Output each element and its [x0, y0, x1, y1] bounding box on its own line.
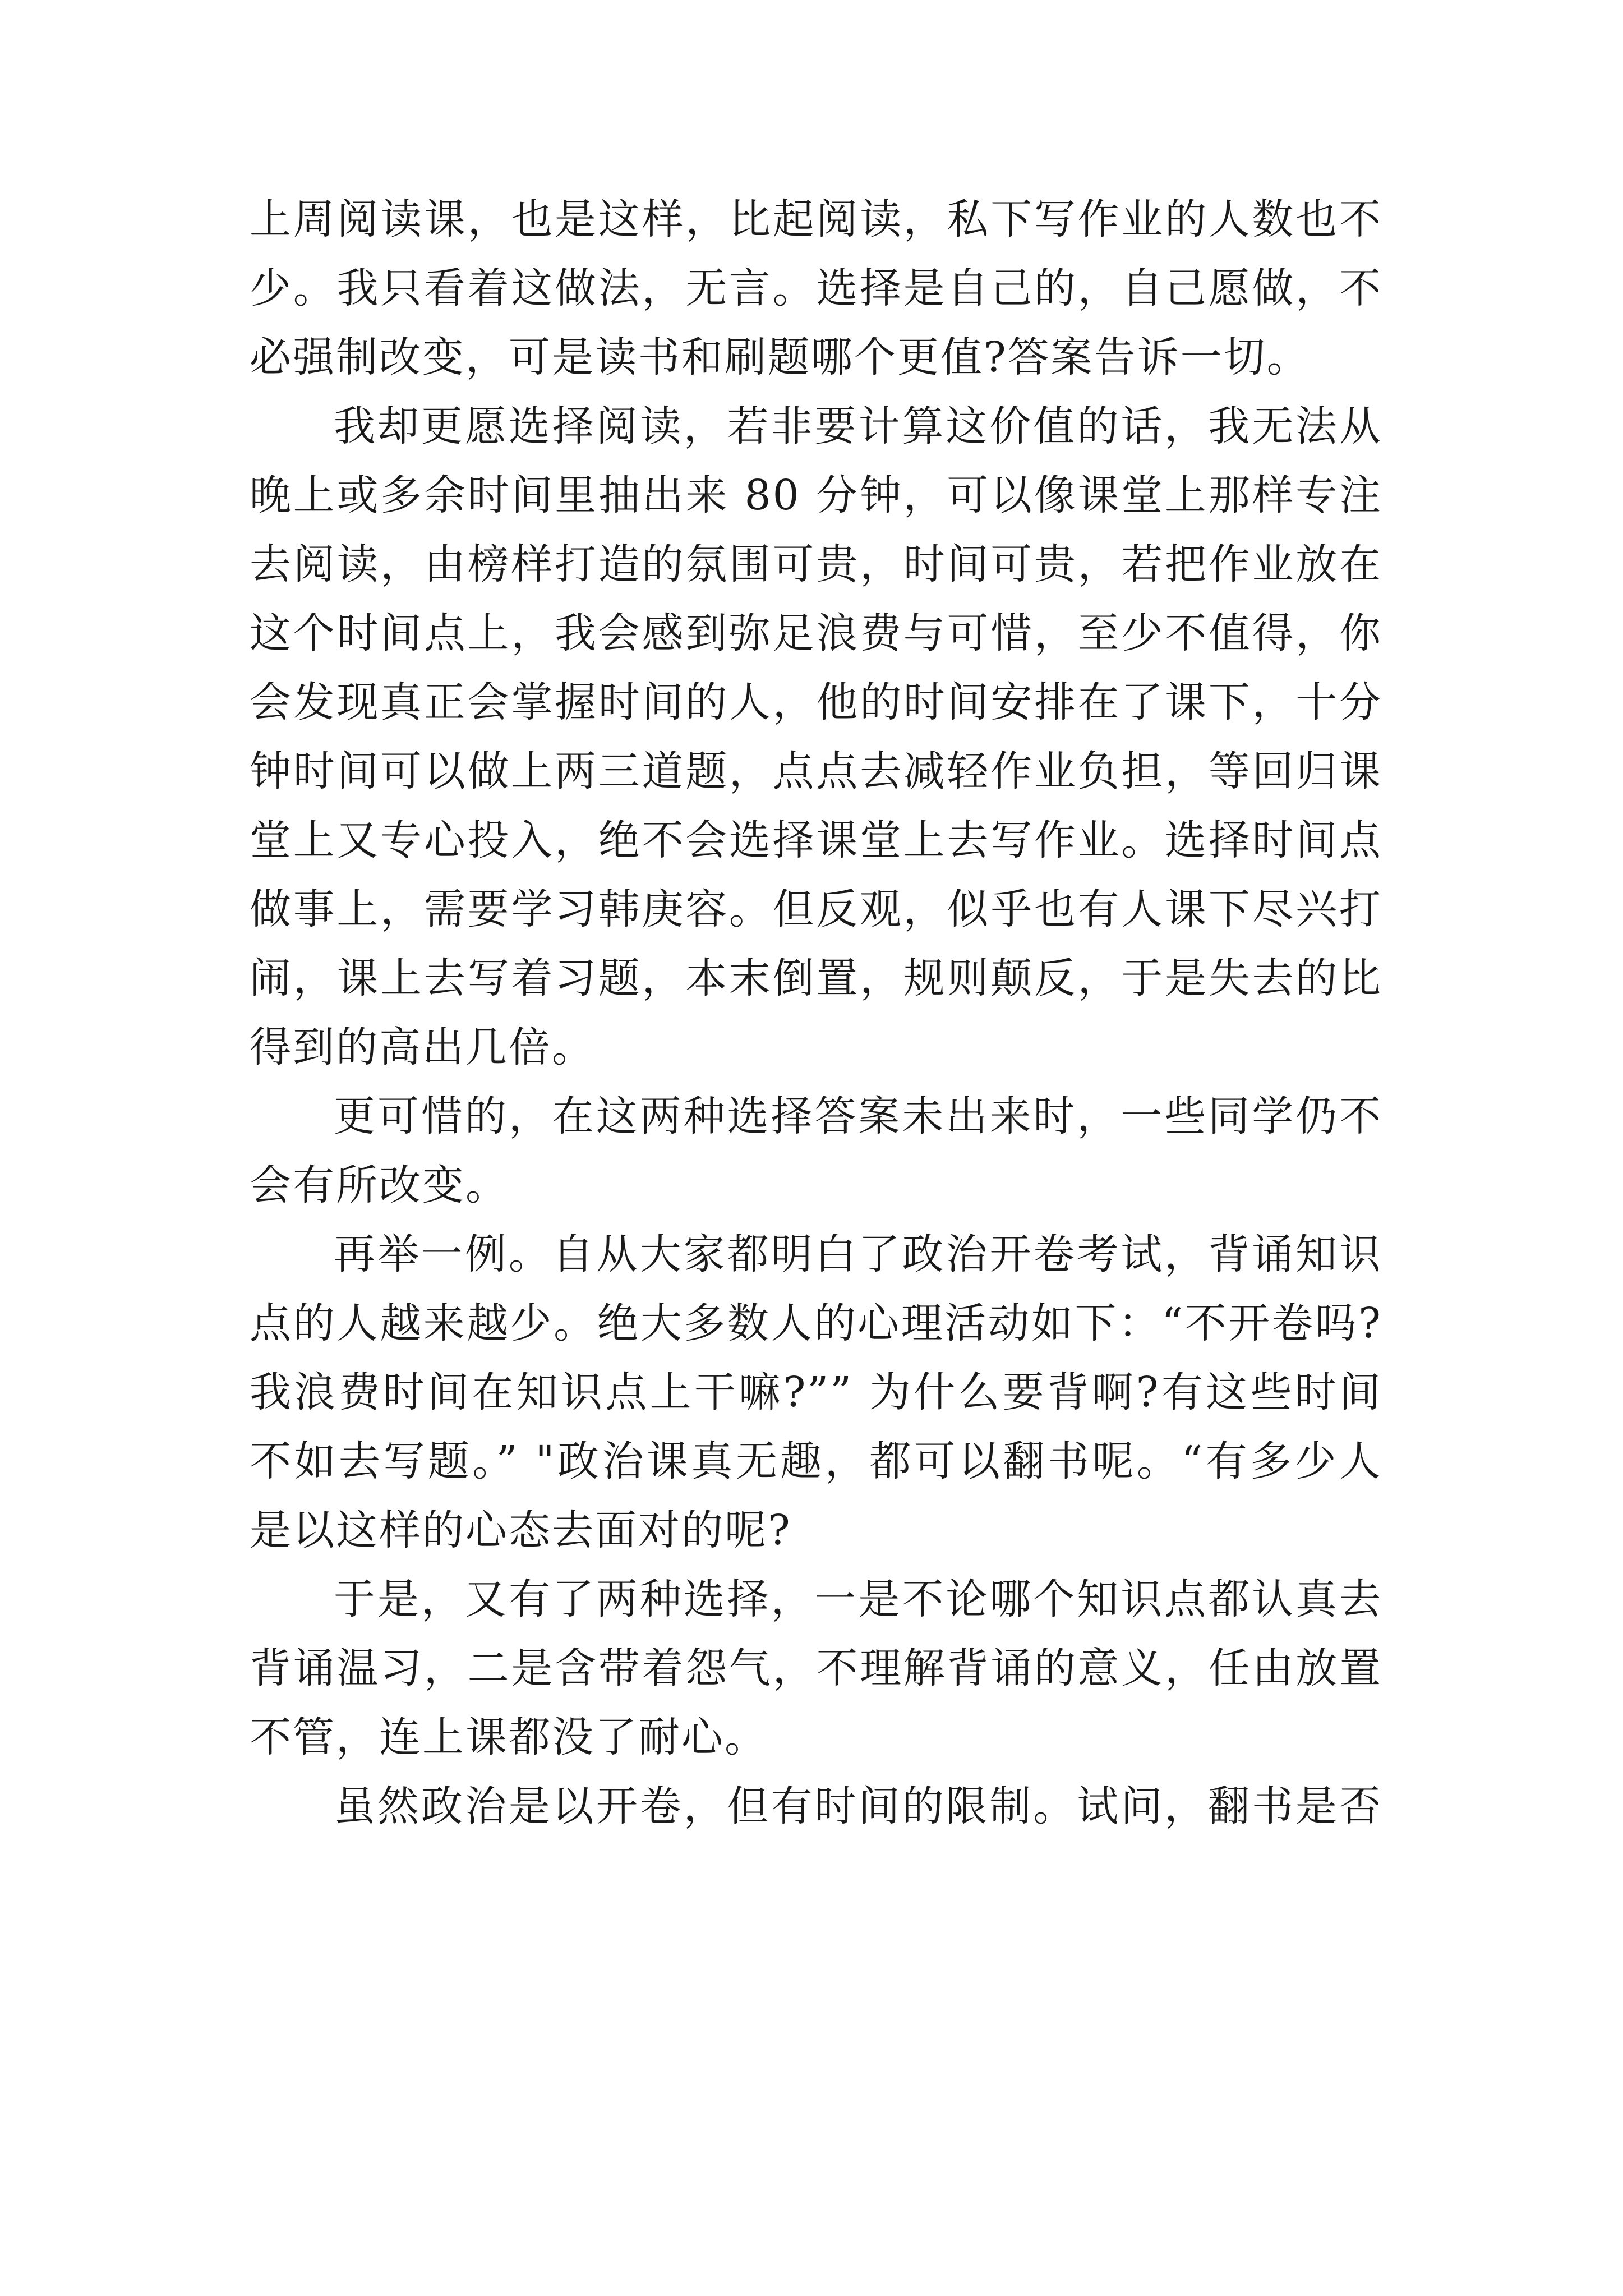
body-text: [250, 185, 1382, 1841]
text-line: 这个时间点上，我会感到弥足浪费与可惜，至少不值得，你: [250, 609, 1382, 657]
text-line: 背诵温习，二是含带着怨气，不理解背诵的意义，任由放置: [250, 1644, 1382, 1692]
paragraph-first-line: 虽然政治是以开卷，但有时间的限制。试问，翻书是否: [334, 1782, 1382, 1830]
paragraph-first-line: 我却更愿选择阅读，若非要计算这价值的话，我无法从: [334, 402, 1382, 450]
text-line: 我浪费时间在知识点上干嘛?”” 为什么要背啊?有这些时间: [250, 1368, 1382, 1416]
text-line: 钟时间可以做上两三道题，点点去减轻作业负担，等回归课: [250, 747, 1382, 795]
text-line: 是以这样的心态去面对的呢?: [250, 1506, 792, 1554]
text-line: 晚上或多余时间里抽出来 80 分钟，可以像课堂上那样专注: [250, 471, 1382, 519]
text-line: 点的人越来越少。绝大多数人的心理活动如下：“不开卷吗?: [250, 1299, 1382, 1347]
text-line: 闹，课上去写着习题，本末倒置，规则颠反，于是失去的比: [250, 954, 1382, 1002]
text-line: 不管，连上课都没了耐心。: [250, 1713, 768, 1761]
paragraph-first-line: 更可惜的，在这两种选择答案未出来时，一些同学仍不: [334, 1092, 1382, 1140]
paragraph-first-line: 再举一例。自从大家都明白了政治开卷考试，背诵知识: [334, 1230, 1382, 1278]
text-line: 会发现真正会掌握时间的人，他的时间安排在了课下，十分: [250, 678, 1382, 726]
text-line: 必强制改变，可是读书和刷题哪个更值?答案告诉一切。: [250, 333, 1310, 381]
text-line: 少。我只看着这做法，无言。选择是自己的，自己愿做，不: [250, 264, 1382, 312]
text-line: 不如去写题。” "政治课真无趣，都可以翻书呢。“有多少人: [250, 1437, 1382, 1485]
paragraph-first-line: 于是，又有了两种选择，一是不论哪个知识点都认真去: [334, 1575, 1382, 1623]
text-line: 上周阅读课，也是这样，比起阅读，私下写作业的人数也不: [250, 195, 1382, 243]
text-line: 得到的高出几倍。: [250, 1023, 595, 1071]
text-line: 堂上又专心投入，绝不会选择课堂上去写作业。选择时间点: [250, 816, 1382, 864]
text-line: 去阅读，由榜样打造的氛围可贵，时间可贵，若把作业放在: [250, 540, 1382, 588]
text-line: 做事上，需要学习韩庚容。但反观，似乎也有人课下尽兴打: [250, 885, 1382, 933]
text-line: 会有所改变。: [250, 1161, 509, 1209]
